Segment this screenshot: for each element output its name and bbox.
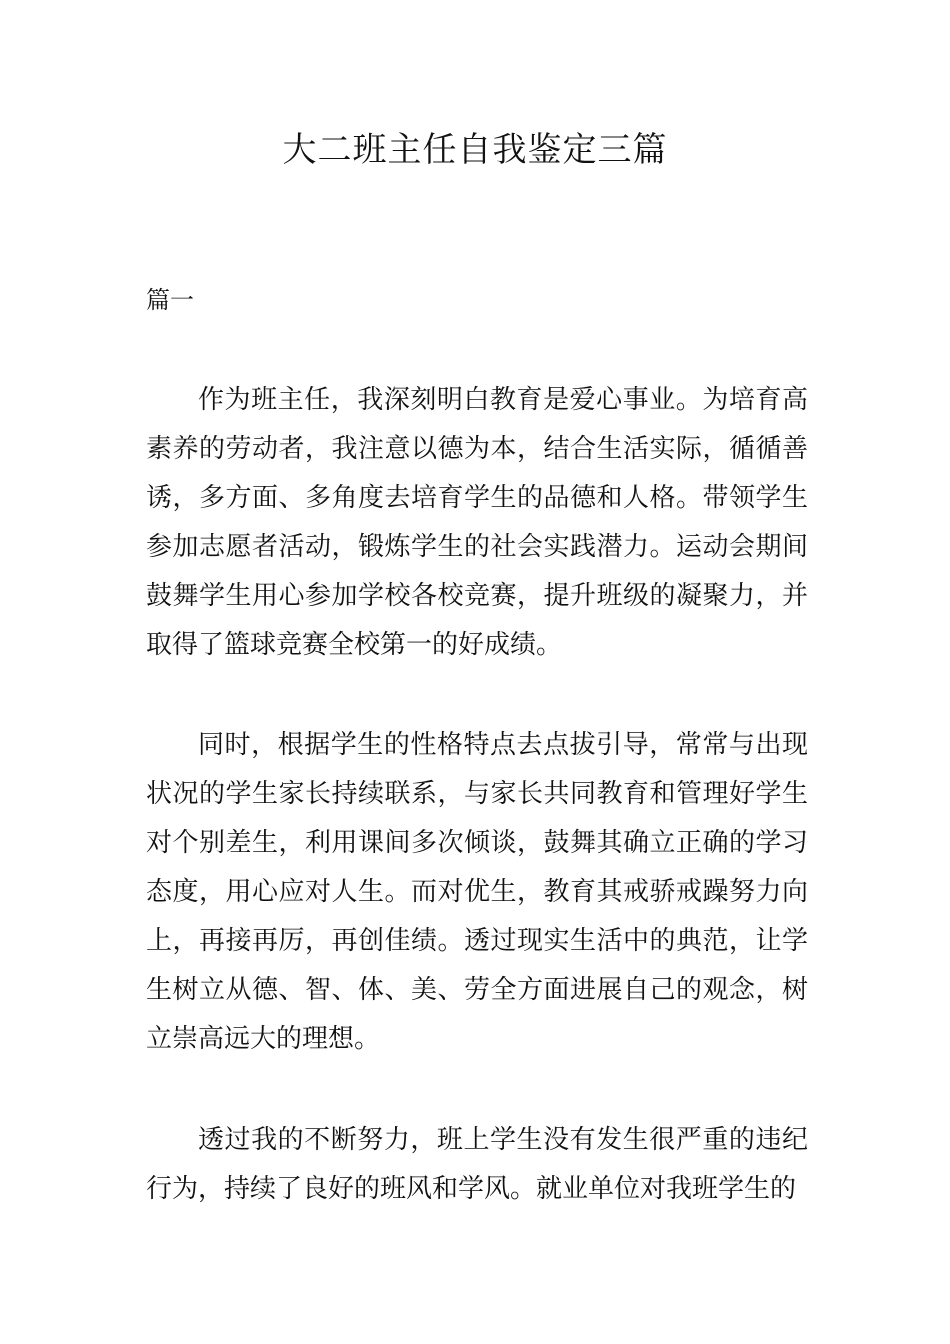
paragraph-3: 透过我的不断努力，班上学生没有发生很严重的违纪行为，持续了良好的班风和学风。就业单位对我班学生的 bbox=[146, 1125, 808, 1204]
paragraph-1: 作为班主任，我深刻明白教育是爱心事业。为培育高素养的劳动者，我注意以德为本，结合生活实际，循循善诱，多方面、多角度去培育学生的品德和人格。带领学生参加志愿者活动，锻炼学生的社会实践潜力。运动会期间鼓舞学生用心参加学校各校竞赛，提升班级的凝聚力，并取得了篮球竞赛全校第一的好成绩。 bbox=[146, 385, 808, 660]
document-title: 大二班主任自我鉴定三篇 bbox=[282, 130, 668, 170]
paragraph-2: 同时，根据学生的性格特点去点拔引导，常常与出现状况的学生家长持续联系，与家长共同教育和管理好学生对个别差生，利用课间多次倾谈，鼓舞其确立正确的学习态度，用心应对人生。而对优生，教育其戒骄戒躁努力向上，再接再厉，再创佳绩。透过现实生活中的典范，让学生树立从德、智、体、美、劳全方面进展自己的观念，树立崇高远大的理想。 bbox=[146, 730, 808, 1054]
section-label: 篇一 bbox=[146, 286, 194, 314]
